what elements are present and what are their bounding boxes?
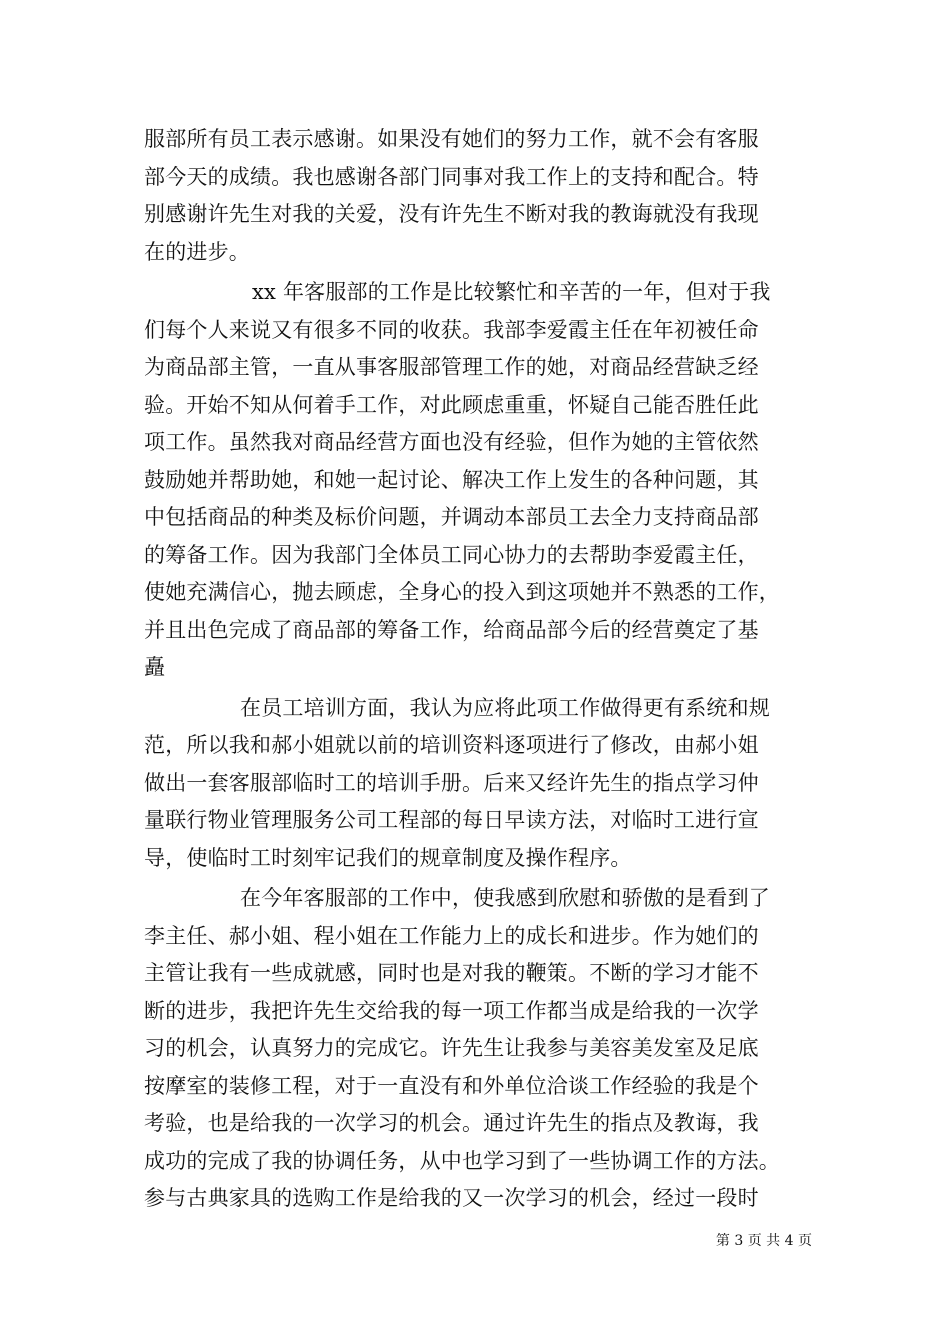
- text-line: 服部所有员工表示感谢。如果没有她们的努力工作，就不会有客服: [144, 127, 759, 151]
- text-line: 验。开始不知从何着手工作，对此顾虑重重，怀疑自己能否胜任此: [144, 392, 759, 417]
- text-line: 在今年客服部的工作中，使我感到欣慰和骄傲的是看到了: [240, 886, 770, 910]
- text-line: 使她充满信心，抛去顾虑，全身心的投入到这项她并不熟悉的工作，: [144, 580, 780, 604]
- paragraph-4: [144, 880, 812, 1218]
- text-line: 参与古典家具的选购工作是给我的又一次学习的机会，经过一段时: [144, 1186, 759, 1210]
- text-line: 在的进步。: [144, 239, 250, 264]
- text-line: 项工作。虽然我对商品经营方面也没有经验，但作为她的主管依然: [144, 430, 759, 454]
- text-line: 并且出色完成了商品部的筹备工作，给商品部今后的经营奠定了基: [144, 617, 759, 642]
- text-line: 为商品部主管，一直从事客服部管理工作的她，对商品经营缺乏经: [144, 355, 759, 379]
- text-line: 李主任、郝小姐、程小姐在工作能力上的成长和进步。作为她们的: [144, 923, 759, 948]
- paragraph-3: [144, 690, 812, 878]
- text-line: 成功的完成了我的协调任务，从中也学习到了一些协调工作的方法。: [144, 1148, 780, 1173]
- text-line: 考验，也是给我的一次学习的机会。通过许先生的指点及教诲，我: [144, 1111, 759, 1135]
- text-line: 断的进步，我把许先生交给我的每一项工作都当成是给我的一次学: [144, 998, 759, 1023]
- text-line: 导，使临时工时刻牢记我们的规章制度及操作程序。: [144, 845, 632, 870]
- text-line: 们每个人来说又有很多不同的收获。我部李爱霞主任在年初被任命: [144, 317, 759, 342]
- text-line: 做出一套客服部临时工的培训手册。后来又经许先生的指点学习仲: [144, 770, 759, 795]
- paragraph-1: [144, 121, 812, 271]
- text-line: xx 年客服部的工作是比较繁忙和辛苦的一年，但对于我: [252, 280, 771, 304]
- text-line: 主管让我有一些成就感，同时也是对我的鞭策。不断的学习才能不: [144, 961, 759, 985]
- text-line: 量联行物业管理服务公司工程部的每日早读方法，对临时工进行宣: [144, 808, 759, 832]
- text-line: 矗: [144, 655, 166, 679]
- page-number: 第 3 页 共 4 页: [715, 1233, 812, 1249]
- text-line: 的筹备工作。因为我部门全体员工同心协力的去帮助李爱霞主任，: [144, 542, 759, 567]
- document-body: [144, 121, 812, 1218]
- text-line: 别感谢许先生对我的关爱，没有许先生不断对我的教诲就没有我现: [144, 202, 759, 226]
- text-line: 范，所以我和郝小姐就以前的培训资料逐项进行了修改，由郝小姐: [144, 733, 759, 757]
- text-line: 在员工培训方面，我认为应将此项工作做得更有系统和规: [240, 695, 770, 720]
- text-line: 鼓励她并帮助她，和她一起讨论、解决工作上发生的各种问题，其: [144, 467, 759, 492]
- paragraph-2: [144, 274, 812, 687]
- text-line: 习的机会，认真努力的完成它。许先生让我参与美容美发室及足底: [144, 1036, 759, 1060]
- text-line: 按摩室的装修工程，对于一直没有和外单位洽谈工作经验的我是个: [144, 1073, 759, 1098]
- text-line: 中包括商品的种类及标价问题，并调动本部员工去全力支持商品部: [144, 505, 759, 529]
- text-line: 部今天的成绩。我也感谢各部门同事对我工作上的支持和配合。特: [144, 164, 759, 189]
